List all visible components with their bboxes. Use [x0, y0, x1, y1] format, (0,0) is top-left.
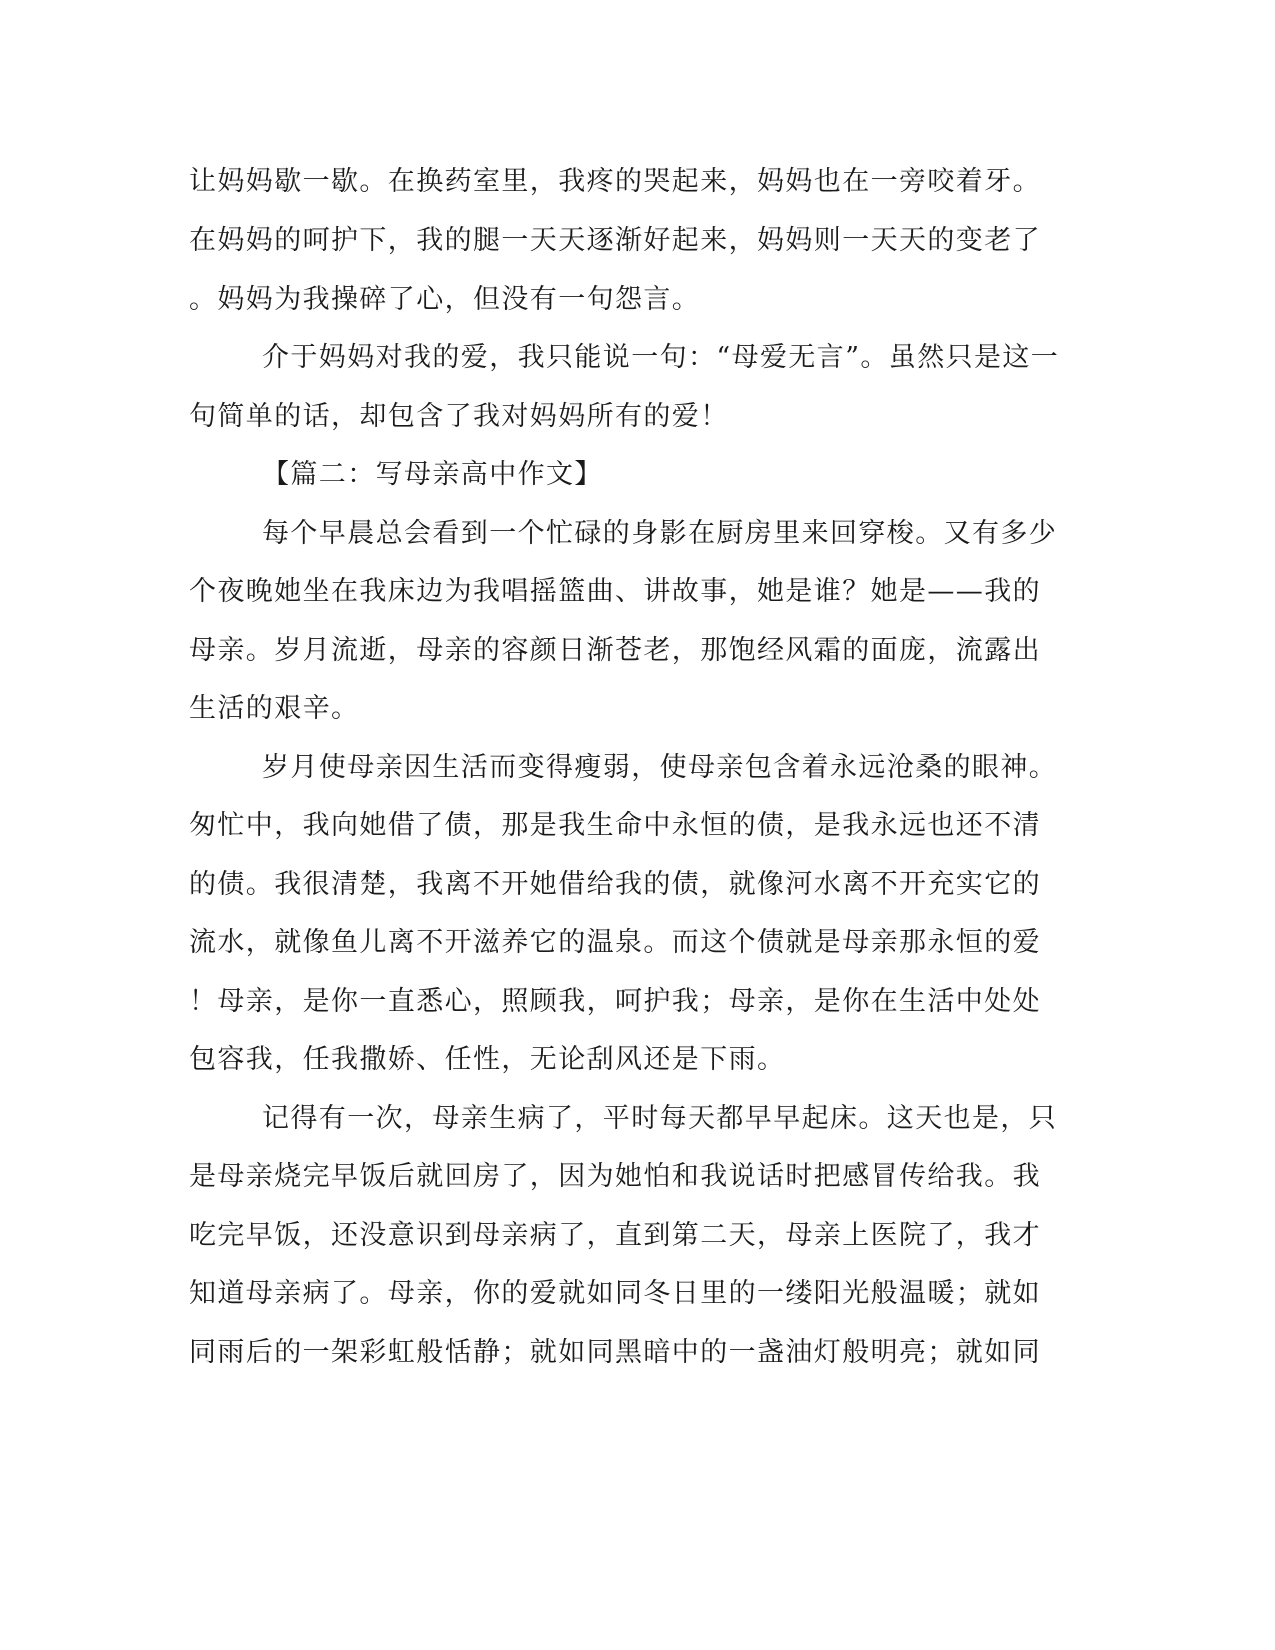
text-line: ！母亲，是你一直悉心，照顾我，呵护我；母亲，是你在生活中处处: [189, 986, 1041, 1017]
text-line: 岁月使母亲因生活而变得瘦弱，使母亲包含着永远沧桑的眼神。: [262, 752, 1058, 783]
text-line: 母亲。岁月流逝，母亲的容颜日渐苍老，那饱经风霜的面庞，流露出: [189, 635, 1041, 666]
text-line: 吃完早饭，还没意识到母亲病了，直到第二天，母亲上医院了，我才: [189, 1220, 1041, 1251]
text-line: 知道母亲病了。母亲，你的爱就如同冬日里的一缕阳光般温暖；就如: [189, 1278, 1041, 1309]
text-line: 生活的艰辛。: [189, 693, 360, 724]
text-line: 匆忙中，我向她借了债，那是我生命中永恒的债，是我永远也还不清: [189, 810, 1041, 841]
text-line: 句简单的话，却包含了我对妈妈所有的爱！: [189, 401, 729, 432]
text-line: 让妈妈歇一歇。在换药室里，我疼的哭起来，妈妈也在一旁咬着牙。: [189, 166, 1041, 197]
text-line: 介于妈妈对我的爱，我只能说一句：“母爱无言”。虽然只是这一: [262, 342, 1060, 373]
text-line: 在妈妈的呵护下，我的腿一天天逐渐好起来，妈妈则一天天的变老了: [189, 225, 1041, 256]
text-line: 包容我，任我撒娇、任性，无论刮风还是下雨。: [189, 1044, 786, 1075]
text-line: 个夜晚她坐在我床边为我唱摇篮曲、讲故事，她是谁？她是——我的: [189, 576, 1041, 607]
text-line: 记得有一次，母亲生病了，平时每天都早早起床。这天也是，只: [262, 1103, 1058, 1134]
text-line: 是母亲烧完早饭后就回房了，因为她怕和我说话时把感冒传给我。我: [189, 1161, 1041, 1192]
text-line: 的债。我很清楚，我离不开她借给我的债，就像河水离不开充实它的: [189, 869, 1041, 900]
text-line: 每个早晨总会看到一个忙碌的身影在厨房里来回穿梭。又有多少: [262, 518, 1058, 549]
text-line: 。妈妈为我操碎了心，但没有一句怨言。: [189, 284, 701, 315]
text-line: 同雨后的一架彩虹般恬静；就如同黑暗中的一盏油灯般明亮；就如同: [189, 1337, 1041, 1368]
text-line: 流水，就像鱼儿离不开滋养它的温泉。而这个债就是母亲那永恒的爱: [189, 927, 1041, 958]
section-heading: 【篇二：写母亲高中作文】: [262, 459, 603, 490]
